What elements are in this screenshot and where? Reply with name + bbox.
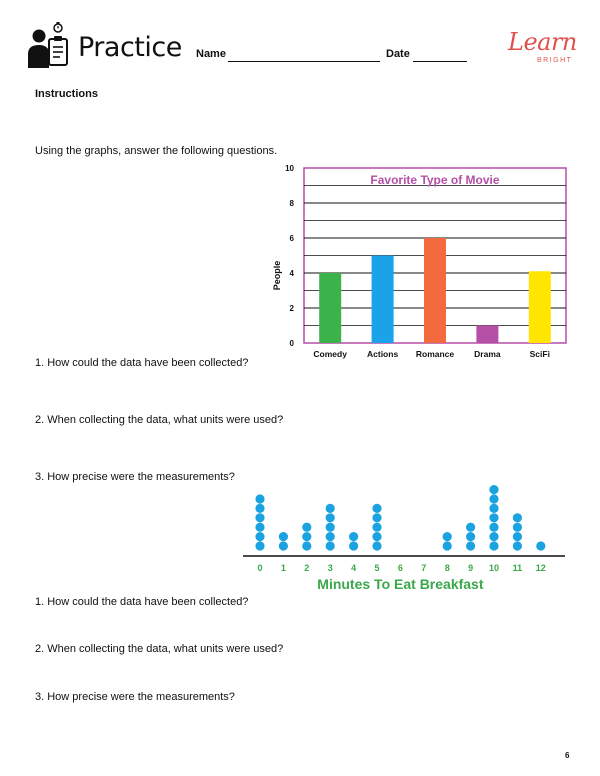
question-1-b: 1. How could the data have been collected? [35,596,249,608]
y-tick-label: 6 [289,234,294,243]
y-tick-label: 4 [289,269,294,278]
x-tick-label: 4 [351,563,357,573]
learn-bright-logo [504,26,582,70]
bar-chart-favorite-movie [265,160,585,370]
data-dot [372,532,381,541]
data-dot [372,523,381,532]
data-dot [255,541,264,550]
logo-subtext: BRIGHT [537,57,573,64]
bar-comedy [319,273,341,343]
data-dot [349,532,358,541]
y-tick-label: 0 [289,339,294,348]
x-tick-label: 12 [535,563,546,573]
bar-drama [476,326,498,344]
data-dot [255,513,264,522]
data-dot [279,541,288,550]
y-tick-label: 10 [285,164,294,173]
data-dot [372,541,381,550]
x-tick-label: 7 [421,563,427,573]
data-dot [326,532,335,541]
data-dot [489,513,498,522]
y-tick-label: 2 [289,304,294,313]
x-tick-label: 9 [468,563,474,573]
x-tick-label: 5 [374,563,380,573]
x-tick-label: Romance [415,349,455,359]
question-2-b: 2. When collecting the data, what units were used? [35,643,284,655]
data-dot [443,541,452,550]
name-label: Name [196,48,226,60]
x-tick-label: Actions [367,349,399,359]
x-tick-label: SciFi [529,349,550,359]
bar-romance [424,238,446,343]
y-axis-label: People [272,260,282,291]
x-tick-label: 3 [327,563,333,573]
data-dot [443,532,452,541]
data-dot [489,494,498,503]
data-dot [489,541,498,550]
teacher-clipboard-icon [27,22,73,70]
data-dot [302,523,311,532]
data-dot [513,523,522,532]
data-dot [513,532,522,541]
data-dot [279,532,288,541]
logo-text: Learn [508,28,577,56]
data-dot [536,541,545,550]
x-tick-label: 1 [280,563,286,573]
data-dot [466,541,475,550]
data-dot [513,513,522,522]
data-dot [466,523,475,532]
data-dot [466,532,475,541]
data-dot [489,485,498,494]
data-dot [326,513,335,522]
date-label: Date [386,48,410,60]
data-dot [326,523,335,532]
data-dot [255,532,264,541]
x-tick-label: 6 [397,563,403,573]
date-field[interactable] [413,61,467,62]
intro-text: Using the graphs, answer the following questions. [35,145,278,157]
x-tick-label: Drama [474,349,501,359]
name-field[interactable] [228,61,380,62]
data-dot [489,504,498,513]
bar-actions [372,256,394,344]
question-1-a: 1. How could the data have been collected? [35,357,249,369]
data-dot [372,504,381,513]
data-dot [302,532,311,541]
x-tick-label: Comedy [313,349,347,359]
question-3-b: 3. How precise were the measurements? [35,691,235,703]
x-tick-label: 10 [488,563,500,573]
data-dot [489,532,498,541]
x-tick-label: 0 [257,563,263,573]
data-dot [255,504,264,513]
data-dot [326,541,335,550]
section-heading: Instructions [35,88,98,100]
data-dot [513,541,522,550]
data-dot [326,504,335,513]
data-dot [255,494,264,503]
x-tick-label: 11 [512,563,523,573]
chart-title: Favorite Type of Movie [370,173,500,187]
question-2-a: 2. When collecting the data, what units were used? [35,414,284,426]
x-axis-label: Minutes To Eat Breakfast [317,576,484,592]
data-dot [302,541,311,550]
data-dot [349,541,358,550]
page-number: 6 [565,751,570,760]
data-dot [255,523,264,532]
bar-scifi [529,271,551,343]
dot-plot-breakfast-minutes [235,460,575,600]
page-title: Practice [78,32,182,63]
question-3-a: 3. How precise were the measurements? [35,471,235,483]
data-dot [489,523,498,532]
x-tick-label: 8 [444,563,450,573]
x-tick-label: 2 [304,563,310,573]
y-tick-label: 8 [289,199,294,208]
data-dot [372,513,381,522]
